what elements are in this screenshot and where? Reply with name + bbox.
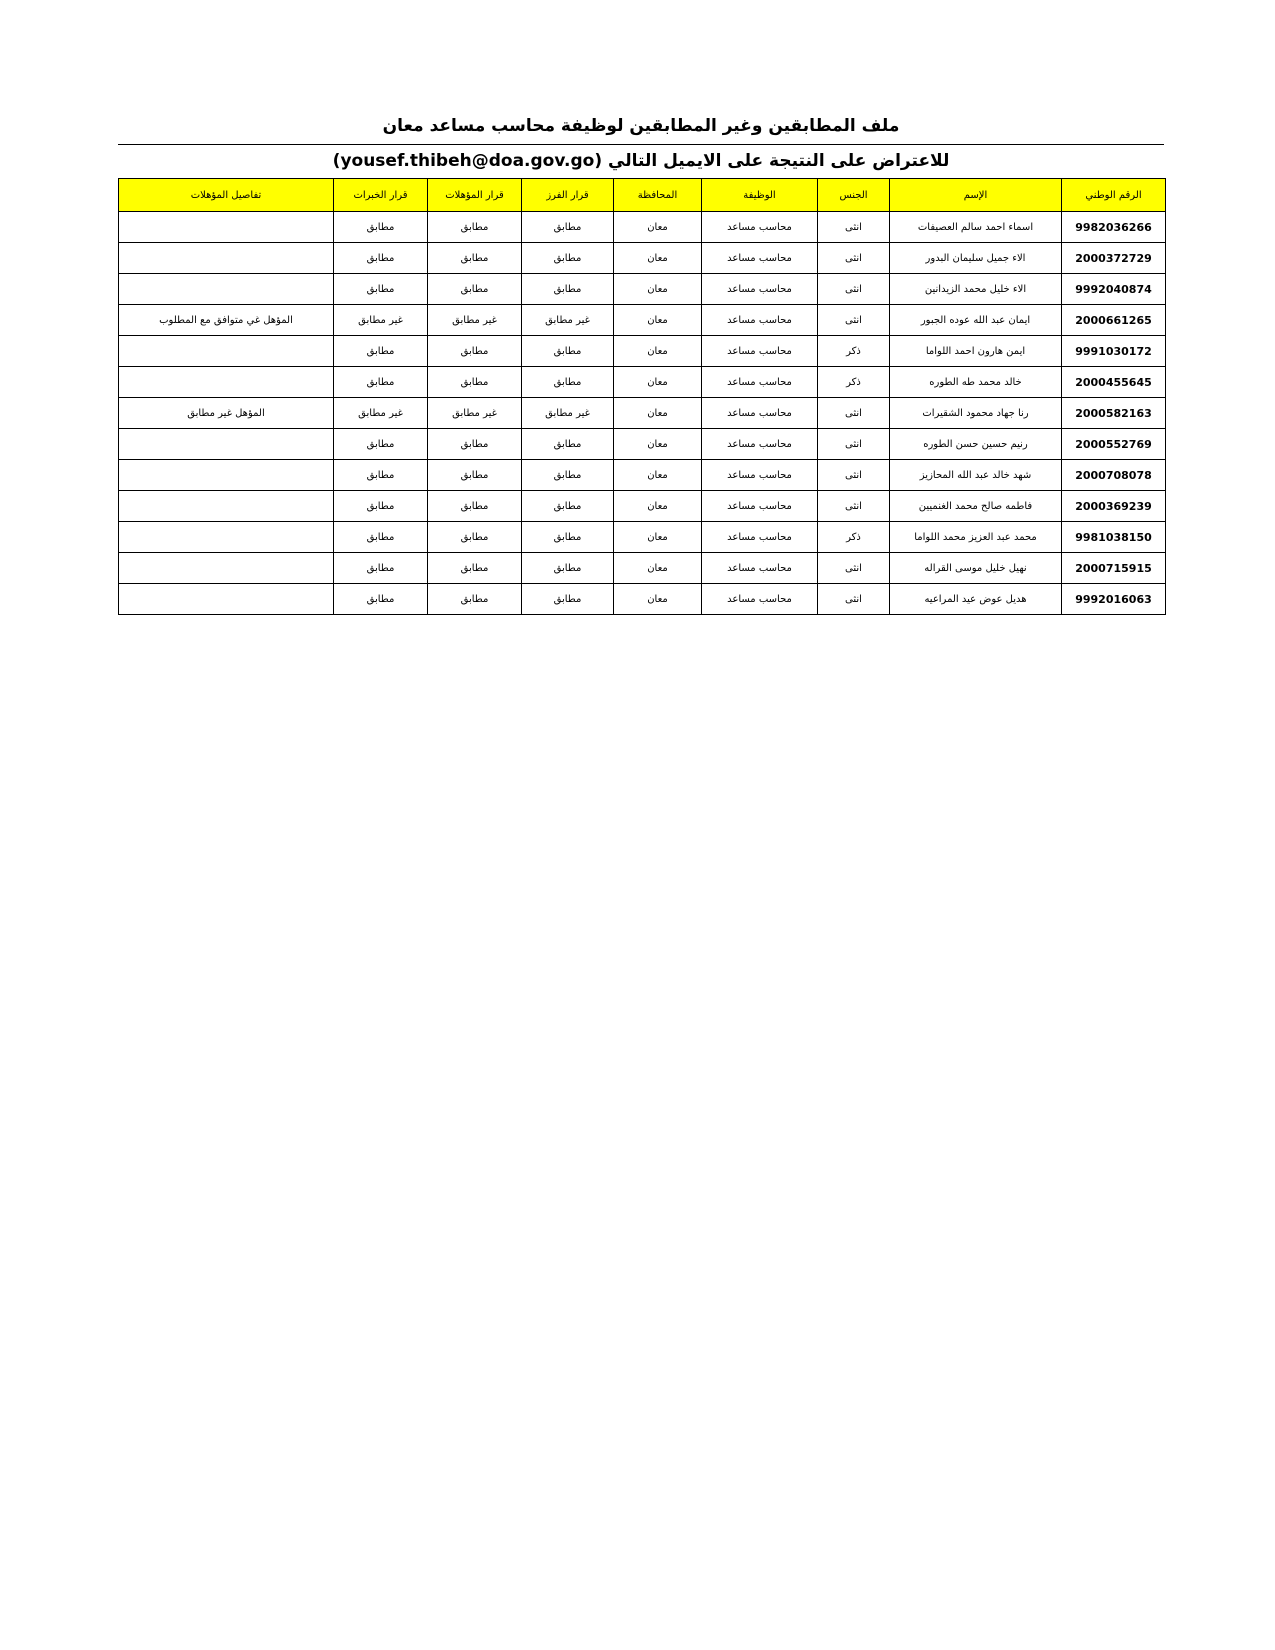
cell-national-id: 9991030172 <box>1062 336 1166 367</box>
cell-job: محاسب مساعد <box>702 553 818 584</box>
cell-job: محاسب مساعد <box>702 336 818 367</box>
header-name: الإسم <box>890 179 1062 212</box>
cell-name: ايمن هارون احمد اللواما <box>890 336 1062 367</box>
cell-gender: ذكر <box>818 336 890 367</box>
cell-job: محاسب مساعد <box>702 491 818 522</box>
objection-email-note: للاعتراض على النتيجة على الايميل التالي (yousef.thibeh@doa.gov.go) <box>332 151 950 171</box>
table-row <box>119 553 1166 584</box>
cell-name: الاء جميل سليمان البدور <box>890 243 1062 274</box>
cell-qualification-details <box>119 553 334 584</box>
cell-gender: انثى <box>818 491 890 522</box>
cell-qualifications-decision: مطابق <box>428 460 522 491</box>
cell-experience-decision: مطابق <box>334 367 428 398</box>
cell-gender: انثى <box>818 429 890 460</box>
header-row <box>119 179 1166 212</box>
cell-national-id: 2000369239 <box>1062 491 1166 522</box>
cell-screening-decision: مطابق <box>522 367 614 398</box>
cell-national-id: 2000715915 <box>1062 553 1166 584</box>
cell-gender: انثى <box>818 553 890 584</box>
cell-qualifications-decision: مطابق <box>428 274 522 305</box>
table-row <box>119 367 1166 398</box>
cell-job: محاسب مساعد <box>702 460 818 491</box>
cell-screening-decision: مطابق <box>522 522 614 553</box>
cell-qualification-details <box>119 429 334 460</box>
cell-governorate: معان <box>614 398 702 429</box>
cell-national-id: 9992016063 <box>1062 584 1166 615</box>
cell-governorate: معان <box>614 491 702 522</box>
cell-qualification-details <box>119 367 334 398</box>
cell-qualification-details <box>119 491 334 522</box>
cell-gender: ذكر <box>818 522 890 553</box>
cell-governorate: معان <box>614 460 702 491</box>
cell-national-id: 9992040874 <box>1062 274 1166 305</box>
cell-qualifications-decision: مطابق <box>428 367 522 398</box>
cell-national-id: 2000455645 <box>1062 367 1166 398</box>
table-body <box>119 212 1166 615</box>
table-row <box>119 584 1166 615</box>
cell-qualifications-decision: مطابق <box>428 429 522 460</box>
cell-qualifications-decision: مطابق <box>428 584 522 615</box>
table-row <box>119 491 1166 522</box>
table-row <box>119 243 1166 274</box>
cell-governorate: معان <box>614 553 702 584</box>
cell-national-id: 2000661265 <box>1062 305 1166 336</box>
header-qualification-details: تفاصيل المؤهلات <box>119 179 334 212</box>
cell-qualifications-decision: غير مطابق <box>428 305 522 336</box>
cell-job: محاسب مساعد <box>702 429 818 460</box>
cell-qualifications-decision: مطابق <box>428 212 522 243</box>
header-screening-decision: قرار الفرز <box>522 179 614 212</box>
cell-gender: انثى <box>818 460 890 491</box>
cell-experience-decision: مطابق <box>334 274 428 305</box>
cell-governorate: معان <box>614 584 702 615</box>
header-national-id: الرقم الوطني <box>1062 179 1166 212</box>
cell-job: محاسب مساعد <box>702 243 818 274</box>
cell-governorate: معان <box>614 212 702 243</box>
table-row <box>119 398 1166 429</box>
cell-qualification-details: المؤهل غي متوافق مع المطلوب <box>119 305 334 336</box>
cell-experience-decision: مطابق <box>334 429 428 460</box>
cell-screening-decision: مطابق <box>522 336 614 367</box>
cell-governorate: معان <box>614 243 702 274</box>
cell-screening-decision: غير مطابق <box>522 398 614 429</box>
cell-screening-decision: مطابق <box>522 460 614 491</box>
cell-qualification-details <box>119 336 334 367</box>
table-row <box>119 429 1166 460</box>
cell-gender: انثى <box>818 274 890 305</box>
cell-governorate: معان <box>614 336 702 367</box>
cell-screening-decision: مطابق <box>522 491 614 522</box>
cell-job: محاسب مساعد <box>702 212 818 243</box>
cell-experience-decision: مطابق <box>334 584 428 615</box>
cell-job: محاسب مساعد <box>702 274 818 305</box>
table-row <box>119 212 1166 243</box>
cell-governorate: معان <box>614 429 702 460</box>
cell-job: محاسب مساعد <box>702 398 818 429</box>
header-governorate: المحافظة <box>614 179 702 212</box>
cell-experience-decision: غير مطابق <box>334 305 428 336</box>
cell-job: محاسب مساعد <box>702 367 818 398</box>
table-header <box>119 179 1166 212</box>
cell-national-id: 9982036266 <box>1062 212 1166 243</box>
cell-name: ايمان عبد الله عوده الجبور <box>890 305 1062 336</box>
cell-name: شهد خالد عبد الله المحازيز <box>890 460 1062 491</box>
header-gender: الجنس <box>818 179 890 212</box>
table-row <box>119 460 1166 491</box>
cell-gender: انثى <box>818 398 890 429</box>
cell-qualifications-decision: مطابق <box>428 336 522 367</box>
cell-national-id: 2000708078 <box>1062 460 1166 491</box>
cell-screening-decision: مطابق <box>522 429 614 460</box>
cell-job: محاسب مساعد <box>702 584 818 615</box>
cell-governorate: معان <box>614 522 702 553</box>
cell-national-id: 2000552769 <box>1062 429 1166 460</box>
cell-name: اسماء احمد سالم العصيفات <box>890 212 1062 243</box>
header-job: الوظيفة <box>702 179 818 212</box>
cell-qualifications-decision: مطابق <box>428 491 522 522</box>
header-qualifications-decision: قرار المؤهلات <box>428 179 522 212</box>
cell-qualification-details <box>119 522 334 553</box>
cell-qualification-details: المؤهل غير مطابق <box>119 398 334 429</box>
cell-gender: ذكر <box>818 367 890 398</box>
cell-national-id: 2000372729 <box>1062 243 1166 274</box>
cell-screening-decision: مطابق <box>522 553 614 584</box>
cell-experience-decision: مطابق <box>334 553 428 584</box>
cell-gender: انثى <box>818 212 890 243</box>
cell-governorate: معان <box>614 305 702 336</box>
cell-qualifications-decision: غير مطابق <box>428 398 522 429</box>
cell-screening-decision: مطابق <box>522 584 614 615</box>
cell-screening-decision: مطابق <box>522 274 614 305</box>
cell-qualification-details <box>119 274 334 305</box>
cell-name: محمد عبد العزيز محمد اللواما <box>890 522 1062 553</box>
cell-governorate: معان <box>614 274 702 305</box>
cell-gender: انثى <box>818 305 890 336</box>
document-title: ملف المطابقين وغير المطابقين لوظيفة محاسب مساعد معان <box>382 116 900 136</box>
cell-experience-decision: غير مطابق <box>334 398 428 429</box>
cell-qualifications-decision: مطابق <box>428 243 522 274</box>
cell-governorate: معان <box>614 367 702 398</box>
cell-name: نهيل خليل موسى القراله <box>890 553 1062 584</box>
cell-qualification-details <box>119 243 334 274</box>
cell-gender: انثى <box>818 584 890 615</box>
header-experience-decision: قرار الخبرات <box>334 179 428 212</box>
cell-job: محاسب مساعد <box>702 305 818 336</box>
cell-experience-decision: مطابق <box>334 243 428 274</box>
cell-qualification-details <box>119 584 334 615</box>
table-row <box>119 274 1166 305</box>
cell-qualification-details <box>119 460 334 491</box>
table-row <box>119 305 1166 336</box>
cell-name: الاء خليل محمد الزيدانين <box>890 274 1062 305</box>
title-divider <box>118 144 1164 145</box>
cell-gender: انثى <box>818 243 890 274</box>
cell-qualification-details <box>119 212 334 243</box>
table-row <box>119 336 1166 367</box>
cell-experience-decision: مطابق <box>334 336 428 367</box>
cell-name: خالد محمد طه الطوره <box>890 367 1062 398</box>
cell-name: رنا جهاد محمود الشقيرات <box>890 398 1062 429</box>
table-row <box>119 522 1166 553</box>
cell-name: رنيم حسين حسن الطوره <box>890 429 1062 460</box>
cell-experience-decision: مطابق <box>334 491 428 522</box>
cell-screening-decision: مطابق <box>522 212 614 243</box>
cell-job: محاسب مساعد <box>702 522 818 553</box>
cell-experience-decision: مطابق <box>334 460 428 491</box>
cell-national-id: 2000582163 <box>1062 398 1166 429</box>
cell-qualifications-decision: مطابق <box>428 522 522 553</box>
cell-screening-decision: غير مطابق <box>522 305 614 336</box>
cell-experience-decision: مطابق <box>334 522 428 553</box>
results-table <box>118 178 1166 615</box>
cell-national-id: 9981038150 <box>1062 522 1166 553</box>
cell-name: هديل عوض عيد المراعيه <box>890 584 1062 615</box>
cell-qualifications-decision: مطابق <box>428 553 522 584</box>
cell-name: فاطمه صالح محمد الغنميين <box>890 491 1062 522</box>
cell-screening-decision: مطابق <box>522 243 614 274</box>
cell-experience-decision: مطابق <box>334 212 428 243</box>
